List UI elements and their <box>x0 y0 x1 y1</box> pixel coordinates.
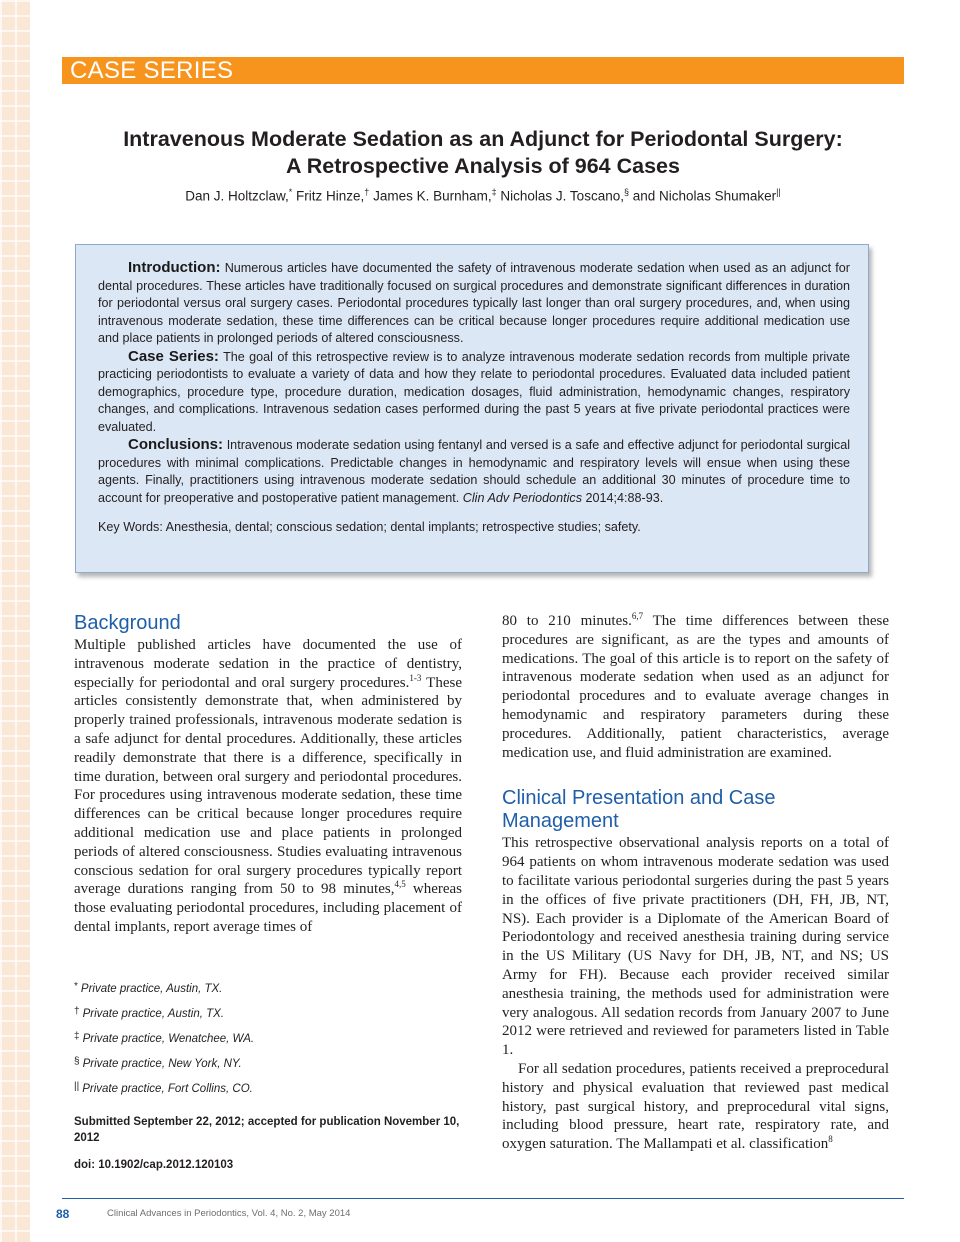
clinical-heading-line-1: Clinical Presentation and Case <box>502 787 776 810</box>
abstract-keywords <box>98 519 850 537</box>
right-column <box>502 612 889 1154</box>
footer-rule <box>62 1198 904 1199</box>
left-column <box>74 612 462 937</box>
article-title-line-1: Intravenous Moderate Sedation as an Adjunct for Periodontal Surgery: <box>123 127 843 151</box>
author-list <box>62 187 904 204</box>
background-text-2: These articles consistently demonstrate that, when administered by properly trained professionals, intravenous moderate sedation is a safe adjunct for dental procedures. Additionally, these articles readily demonstrate that there is a difference, specifically in time duration, between oral surgery and periodontal procedures. For procedures using intravenous moderate sedation, these time differences can be critical because longer procedures require additional medication use and place patients in prolonged periods of altered consciousness. Studies evaluating intravenous conscious sedation for oral surgery procedures typically report average durations ranging from 50 to 98 minutes, <box>74 674 462 898</box>
abstract-introduction-heading: Introduction: <box>128 259 221 276</box>
background-text-3: whereas those evaluating periodontal procedures, including placement of dental implants, report average times of <box>74 881 462 935</box>
author-name: James K. Burnham, <box>373 188 492 204</box>
clinical-text-2: For all sedation procedures, patients received a preprocedural history and physical evaluation that reviewed past medical history, past surgical history, and preprocedural vital signs, including blood pressure, heart rate, respiratory rate, and oxygen saturation. The Mallampati et al. classification <box>502 1060 889 1153</box>
banner-label: CASE SERIES <box>70 57 234 84</box>
reference-marker: 1-3 <box>409 672 422 683</box>
journal-footer: Clinical Advances in Periodontics, Vol. 4, No. 2, May 2014 <box>107 1208 351 1219</box>
clinical-heading <box>502 787 889 833</box>
footnote <box>74 1081 253 1095</box>
author-name: and Nicholas Shumaker <box>632 188 777 204</box>
citation-journal: Clin Adv Periodontics <box>462 490 582 505</box>
footnote <box>74 1056 242 1070</box>
background-text-5: The time differences between these procedures are significant, as are the types and amounts of medications. The goal of this article is to report on the safety of intravenous moderate sedation when used as an adjunct for periodontal procedures and to evaluate average changes in hemodynamic and respiratory parameters during these procedures. Additionally, patient characteristics, average medication use, and fluid administration are examined. <box>502 613 889 761</box>
author-name: Nicholas J. Toscano, <box>500 188 624 204</box>
footnote-mark: || <box>74 1081 80 1092</box>
footnote-mark: * <box>74 981 78 992</box>
footnote <box>74 1006 224 1020</box>
author-mark: † <box>364 187 370 197</box>
reference-marker: 8 <box>828 1134 833 1145</box>
keywords-text: Anesthesia, dental; conscious sedation; dental implants; retrospective studies; safety. <box>165 520 641 534</box>
abstract-introduction-text: Numerous articles have documented the safety of intravenous moderate sedation when used as an adjunct for dental procedures. These articles have traditionally focused on surgical procedures and demonstrate significant differences in duration for periodontal versus oral surgery cases. Periodontal procedures typically last longer than oral surgery procedures, and, when using intravenous moderate sedation, these time differences can be critical because longer procedures require additional medication use and place patients in prolonged periods of altered consciousness. <box>98 261 850 345</box>
footnote-mark: ‡ <box>74 1031 80 1042</box>
author-mark: ‡ <box>491 187 497 197</box>
abstract-box <box>75 244 869 573</box>
clinical-paragraph-1: This retrospective observational analysis reports on a total of 964 patients on whom intravenous moderate sedation was used to facilitate various periodontal surgeries during the past 5 years in the offices of five private practitioners (DH, FH, JB, NT, NS). Each provider is a Diplomate of the American Board of Periodontology and received anesthesia training during service in the US Military (US Navy for DH, JB, NT, and NS; US Army for FH). Because each provider received similar anesthesia training, the methods used for administration were very analogous. All sedation records from January 2007 to June 2012 were retrieved and reviewed for parameters listed in Table 1. <box>502 835 889 1059</box>
footnote-text: Private practice, Austin, TX. <box>82 1008 225 1020</box>
author-mark: § <box>623 187 629 197</box>
doi: doi: 10.1902/cap.2012.120103 <box>74 1159 234 1171</box>
abstract-case-series-heading: Case Series: <box>128 347 219 365</box>
author-name: Dan J. Holtzclaw, <box>185 188 289 204</box>
footnote-text: Private practice, New York, NY. <box>82 1058 242 1070</box>
article-title-line-2: A Retrospective Analysis of 964 Cases <box>286 154 680 178</box>
abstract-case-series-text: The goal of this retrospective review is to analyze intravenous moderate sedation records from multiple private practicing periodontists to evaluate a variety of data and how they relate to periodontal procedures. Evaluated data included patient demographics, procedure type, procedure duration, medication dosages, fluid administration, hemodynamic changes, respiratory changes, and complications. Intravenous sedation cases performed during the past 5 years at five private periodontal practices were evaluated. <box>98 349 850 434</box>
reference-marker: 6,7 <box>631 611 644 621</box>
footnote <box>74 1031 254 1045</box>
footnote-mark: † <box>74 1006 80 1017</box>
author-mark: || <box>776 187 781 197</box>
abstract-conclusions <box>98 436 850 507</box>
background-paragraph-continued <box>502 612 889 762</box>
abstract-case-series <box>98 348 850 437</box>
background-text-4: 80 to 210 minutes. <box>502 613 632 629</box>
abstract-conclusions-heading: Conclusions: <box>128 436 224 453</box>
citation-details: 2014;4:88-93. <box>585 490 664 505</box>
footnote-text: Private practice, Austin, TX. <box>80 983 223 995</box>
submission-dates: Submitted September 22, 2012; accepted for publication November 10, 2012 <box>74 1116 460 1144</box>
author-mark: * <box>288 187 293 197</box>
abstract-introduction <box>98 259 850 348</box>
section-banner <box>62 57 904 84</box>
page-number: 88 <box>56 1207 70 1221</box>
reference-marker: 4,5 <box>394 879 406 890</box>
keywords-label: Key Words: <box>98 520 163 534</box>
author-name: Fritz Hinze, <box>296 188 365 204</box>
decorative-edge-pattern <box>0 0 30 1242</box>
footnote-mark: § <box>74 1056 80 1067</box>
footnote-text: Private practice, Fort Collins, CO. <box>82 1083 253 1095</box>
clinical-paragraph-2 <box>502 1060 889 1154</box>
footnote <box>74 981 222 995</box>
background-paragraph <box>74 636 462 937</box>
background-heading: Background <box>74 612 181 634</box>
footnote-text: Private practice, Wenatchee, WA. <box>82 1033 255 1045</box>
background-text-1: Multiple published articles have documented the use of intravenous moderate sedation in the practice of dentistry, especially for periodontal and oral surgery procedures. <box>74 637 462 691</box>
clinical-heading-line-2: Management <box>502 810 619 833</box>
abstract-conclusions-text: Intravenous moderate sedation using fentanyl and versed is a safe and effective adjunct for periodontal surgical procedures with minimal complications. Predictable changes in hemodynamic and respiratory levels will ensue when using these agents. Finally, practitioners using intravenous moderate sedation should schedule an additional 30 minutes of procedure time to account for preoperative and postoperative patient management. <box>98 438 850 505</box>
